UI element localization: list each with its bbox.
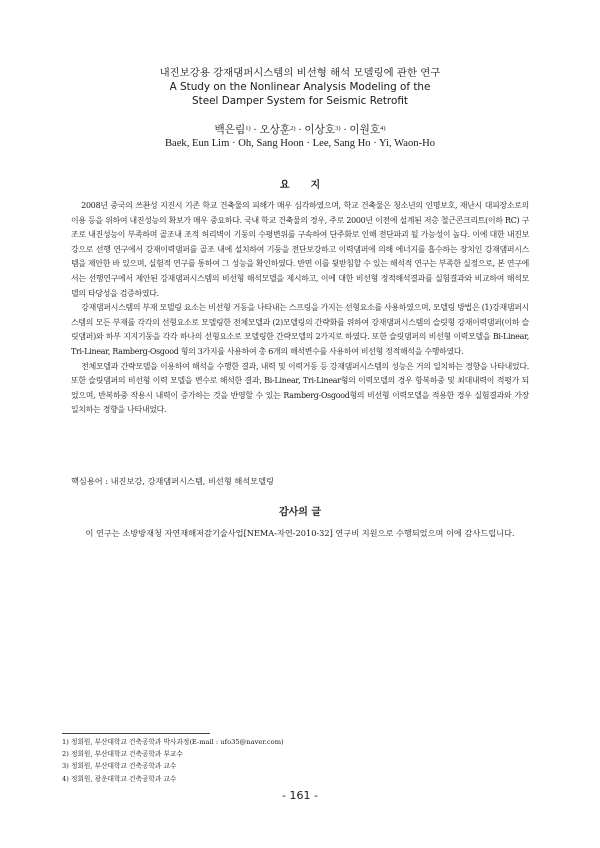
title-korean: 내진보강용 강재댐퍼시스템의 비선형 해석 모델링에 관한 연구: [159, 67, 441, 79]
acknowledgement-text: 이 연구는 소방방재청 자연재해저감기술사업[NEMA-자연-2010-32] 연구비 지원으로 수행되었으며 이에 감사드립니다.: [85, 528, 515, 538]
authors-korean: [0, 122, 600, 138]
abstract-heading: 요 지: [279, 180, 321, 191]
abstract-body: [71, 199, 529, 418]
title-english-line2: Steel Damper System for Seismic Retrofit: [192, 95, 408, 107]
footnote-divider: [62, 733, 210, 734]
abstract-paragraph: 전체모델과 간략모델을 이용하여 해석을 수행한 결과, 내력 및 이력거동 등 강재댐퍼시스템의 성능은 거의 일치하는 경향을 나타내었다. 또한 슬릿댐퍼의 비선형 이력 모델을 변수로 해석한 결과, Bi-Linear, Tri-Linear형의 이력모델의 경우 항복하중 및 최대내력이 적평가 되었으며, 반복하중 작용시 내력이 증가하는 것을 반영할 수 있는 Ramberg-Osgood형의 비선형 이력모델을 적용한 경우 실험결과와 가장 일치하는 경향을 나타내었다.: [71, 361, 529, 415]
page-number: - 161 -: [282, 789, 318, 802]
author-separator: ·: [253, 125, 257, 136]
title-english-line1: A Study on the Nonlinear Analysis Modeling of the: [169, 81, 431, 93]
author-separator: ·: [343, 125, 347, 136]
author-name: 이상호: [304, 125, 336, 136]
acknowledgement-heading: 감사의 글: [278, 507, 322, 518]
authors-english: Baek, Eun Lim · Oh, Sang Hoon · Lee, Sang Ho · Yi, Waon-Ho: [164, 138, 436, 149]
author-name: 백은림: [214, 125, 246, 136]
footnote: 2) 정회원, 부산대학교 건축공학과 부교수: [62, 750, 183, 759]
footnote: 4) 정회원, 광운대학교 건축공학과 교수: [62, 774, 177, 783]
author-name: 이원호: [349, 125, 381, 136]
footnotes: [62, 736, 532, 785]
author-affiliation-mark: 2): [290, 125, 296, 132]
footnote: 1) 정회원, 부산대학교 건축공학과 박사과정(E-mail : ufo35@naver.com): [62, 738, 284, 746]
footnote: 3) 정회원, 부산대학교 건축공학과 교수: [62, 762, 177, 771]
author-affiliation-mark: 3): [335, 125, 341, 132]
author-name: 오상훈: [259, 125, 291, 136]
abstract-paragraph: 2008년 중국의 쓰촨성 지진시 기존 학교 건축물의 피해가 매우 심각하였으며, 학교 건축물은 청소년의 인명보호, 재난시 대피장소로의 이용 등을 위하여 내진성능의 확보가 매우 중요하다. 국내 학교 건축물의 경우, 주로 2000년 이전에 설계된 저층 철근콘크리트(이하 RC) 구조로 내진성능이 부족하며 골조내 조적 허리벽이 기둥의 수평변위를 구속하여 단주화로 인해 전단파괴 될 가능성이 높다. 이에 대한 내진보강으로 선행 연구에서 강재이력댐퍼를 골조 내에 설치하여 기둥을 전단보강하고 이력댐퍼에 의해 에너지를 흡수하는 장치인 강재댐퍼시스템을 제안한 바 있으며, 실험적 연구를 통하여 그 성능을 확인하였다. 반면 이를 뒷받침할 수 있는 해석적 연구는 부족한 실정으로, 본 연구에서는 선행연구에서 제안된 강재댐퍼시스템의 비선형 해석모델을 제시하고, 이에 대한 비선형 정적해석결과를 실험결과와 비교하여 해석모델의 타당성을 검증하였다.: [71, 201, 529, 298]
author-affiliation-mark: 1): [245, 125, 251, 132]
author-affiliation-mark: 4): [380, 125, 386, 132]
author-separator: ·: [298, 125, 302, 136]
keywords: 핵심용어 : 내진보강, 강재댐퍼시스템, 비선형 해석모델링: [71, 476, 274, 486]
abstract-paragraph: 강재댐퍼시스템의 부재 모델링 요소는 비선형 거동을 나타내는 스프링을 가지는 선형요소를 사용하였으며, 모델링 방법은 (1)강재댐퍼시스템의 모든 부재를 각각의 선형요소로 모델링한 전체모델과 (2)모델링의 간략화를 위하여 강재댐퍼시스템의 슬릿형 강재이력댐퍼(이하 슬릿댐퍼)와 하부 지지기둥을 각각 하나의 선형요소로 모델링한 간략모델의 2가지로 하였다. 또한 슬릿댐퍼의 비선형 이력모델을 Bi-Linear, Tri-Linear, Ramberg-Osgood 형의 3가지를 사용하여 총 6개의 해석변수를 사용하여 비선형 정적해석을 수행하였다.: [71, 303, 529, 356]
